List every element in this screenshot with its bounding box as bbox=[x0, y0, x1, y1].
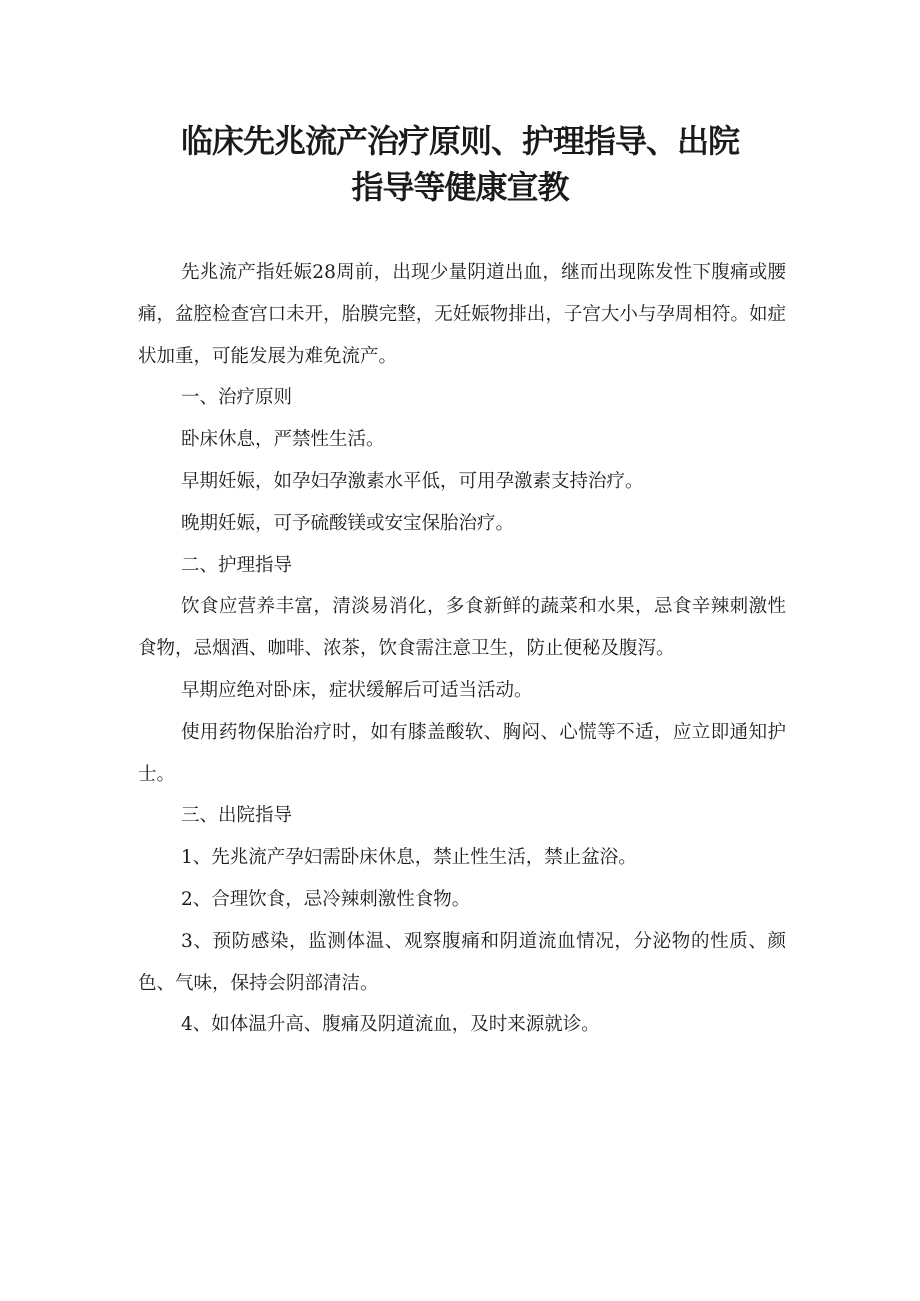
paragraph: 使用药物保胎治疗时，如有膝盖酸软、胸闷、心慌等不适，应立即通知护士。 bbox=[138, 721, 786, 785]
document-title-line-2: 指导等健康宣教 bbox=[351, 168, 569, 206]
list-item: 2、合理饮食，忌冷辣刺激性食物。 bbox=[181, 888, 471, 910]
paragraph: 卧床休息，严禁性生活。 bbox=[181, 429, 385, 451]
document-body bbox=[138, 252, 786, 1046]
intro-paragraph: 先兆流产指妊娠28周前，出现少量阴道出血，继而出现陈发性下腹痛或腰痛，盆腔检查宫口未开，胎膜完整，无妊娠物排出，子宫大小与孕周相符。如症状加重，可能发展为难免流产。 bbox=[138, 262, 786, 367]
paragraph: 晚期妊娠，可予硫酸镁或安宝保胎治疗。 bbox=[181, 512, 515, 534]
list-item: 1、先兆流产孕妇需卧床休息，禁止性生活，禁止盆浴。 bbox=[181, 847, 637, 869]
paragraph: 早期妊娠，如孕妇孕激素水平低，可用孕激素支持治疗。 bbox=[181, 470, 644, 492]
section-heading-discharge: 三、出院指导 bbox=[181, 805, 293, 827]
paragraph: 早期应绝对卧床，症状缓解后可适当活动。 bbox=[181, 679, 533, 701]
section-heading-nursing: 二、护理指导 bbox=[181, 554, 293, 576]
document-title-line-1: 临床先兆流产治疗原则、护理指导、出院 bbox=[180, 122, 739, 160]
section-heading-treatment: 一、治疗原则 bbox=[181, 387, 293, 409]
paragraph: 饮食应营养丰富，清淡易消化，多食新鲜的蔬菜和水果，忌食辛辣刺激性食物，忌烟酒、咖啡、浓茶，饮食需注意卫生，防止便秘及腹泻。 bbox=[138, 596, 786, 660]
list-item: 4、如体温升高、腹痛及阴道流血，及时来源就诊。 bbox=[181, 1014, 600, 1036]
list-item: 3、预防感染，监测体温、观察腹痛和阴道流血情况，分泌物的性质、颜色、气味，保持会阴部清洁。 bbox=[138, 930, 786, 994]
